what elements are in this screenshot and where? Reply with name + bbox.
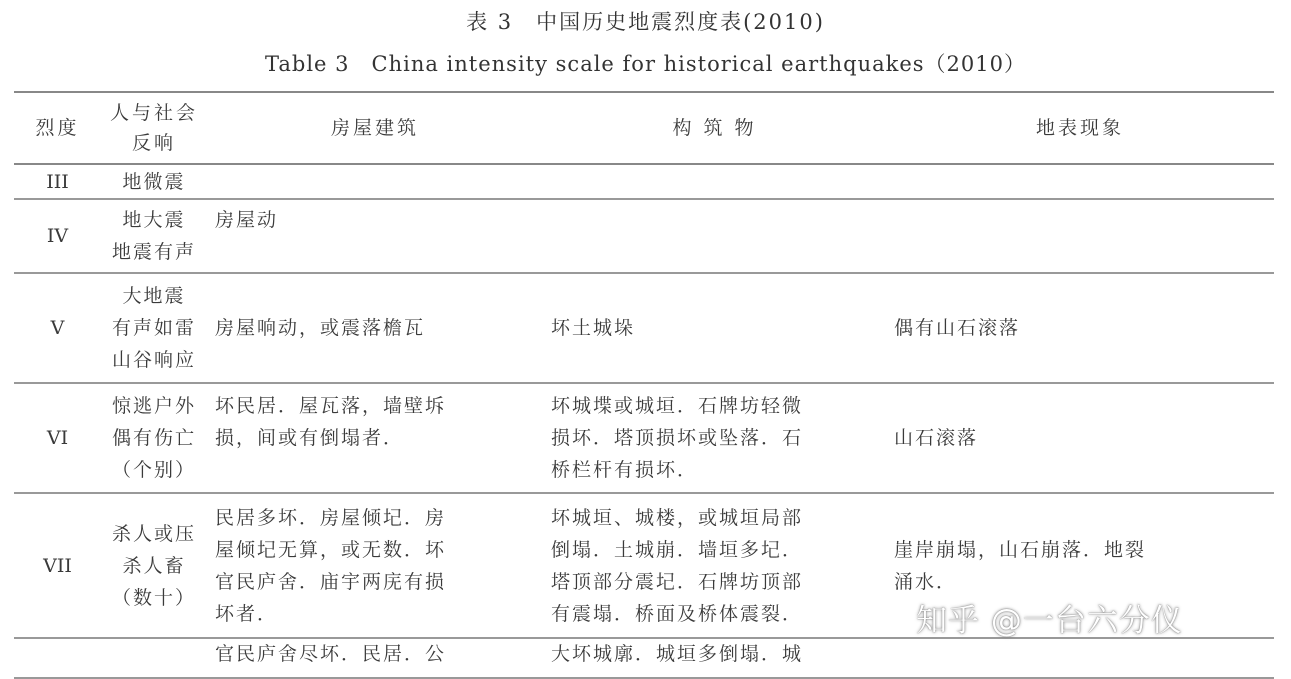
cell-line: 杀人畜 [122, 554, 186, 577]
surface-cell [886, 383, 1274, 493]
cell-line: 坏者． [215, 602, 279, 625]
cell-line: 坏民居．屋瓦落，墙壁坼 [215, 395, 447, 417]
structure-cell [543, 164, 886, 199]
cell-line: 倒塌．土城崩．墙垣多圮． [551, 538, 804, 561]
intensity-cell: III [14, 164, 101, 199]
cell-line: 民居多坏．房屋倾圮．房 [215, 506, 447, 529]
header-social [101, 92, 207, 164]
cell-line: 官民庐舍．庙宇两庑有损 [215, 570, 447, 593]
header-surface: 地表现象 [886, 92, 1274, 164]
social-cell [101, 273, 207, 383]
table-title-cn: 表 3 中国历史地震烈度表(2010) [466, 10, 825, 34]
building-cell [207, 493, 543, 638]
surface-cell [886, 273, 1274, 383]
structure-cell [543, 273, 886, 383]
surface-cell [886, 199, 1274, 273]
cell-line: 桥栏杆有损坏． [551, 459, 699, 481]
table-row [14, 638, 1274, 678]
cell-line: 涌水． [894, 570, 958, 593]
cell-line: 杀人或压 [111, 522, 196, 545]
table-row [14, 383, 1274, 493]
cell-line: 官民庐舍尽坏．民居．公 [215, 643, 447, 665]
header-building: 房屋建筑 [207, 92, 543, 164]
social-cell [101, 164, 207, 199]
cell-line: 地大震 [122, 209, 186, 231]
cell-line: 大坏城廓．城垣多倒塌．城 [551, 643, 804, 665]
social-cell [101, 638, 207, 678]
cell-line: 人与社会 [109, 102, 198, 124]
structure-cell [543, 493, 886, 638]
cell-line: 山谷响应 [111, 349, 196, 371]
intensity-table [14, 91, 1274, 679]
table-header-row [14, 92, 1274, 164]
cell-line: 偶有山石滚落 [894, 317, 1021, 339]
cell-line: 偶有伤亡 [111, 427, 196, 449]
building-cell [207, 164, 543, 199]
building-cell [207, 199, 543, 273]
table-row [14, 199, 1274, 273]
structure-cell [543, 199, 886, 273]
intensity-cell: IV [14, 199, 101, 273]
cell-line: 大地震 [122, 285, 186, 307]
cell-line: 山石滚落 [894, 427, 979, 449]
cell-line: （数十） [111, 586, 196, 609]
cell-line: 地微震 [122, 170, 186, 193]
cell-line: 坏城垣、城楼，或城垣局部 [551, 506, 804, 529]
structure-cell [543, 638, 886, 678]
surface-cell [886, 638, 1274, 678]
cell-line: 地震有声 [111, 241, 196, 263]
structure-cell [543, 383, 886, 493]
social-cell [101, 383, 207, 493]
cell-line: 房屋响动，或震落檐瓦 [215, 317, 426, 339]
social-cell [101, 493, 207, 638]
cell-line: 坏土城垛 [551, 317, 636, 339]
cell-line: 有震塌．桥面及桥体震裂． [551, 602, 804, 625]
table-title-en: Table 3 China intensity scale for historical earthquakes（2010） [265, 52, 1026, 76]
cell-line: 屋倾圮无算，或无数．坏 [215, 538, 447, 561]
cell-line: 损，间或有倒塌者． [215, 427, 405, 449]
intensity-cell: V [14, 273, 101, 383]
header-structure: 构 筑 物 [543, 92, 886, 164]
social-cell [101, 199, 207, 273]
intensity-cell: VI [14, 383, 101, 493]
table-row [14, 164, 1274, 199]
cell-line: 坏城堞或城垣．石牌坊轻微 [551, 395, 804, 417]
building-cell [207, 383, 543, 493]
cell-line: （个别） [111, 459, 196, 481]
surface-cell [886, 164, 1274, 199]
cell-line: 惊逃户外 [111, 395, 196, 417]
building-cell [207, 273, 543, 383]
cell-line: 反响 [131, 132, 176, 154]
cell-line: 崖岸崩塌，山石崩落．地裂 [894, 538, 1147, 561]
cell-line: 损坏．塔顶损坏或坠落．石 [551, 427, 804, 449]
intensity-cell: VII [14, 493, 101, 638]
zhihu-watermark: 知乎 @一台六分仪 [916, 603, 1183, 639]
building-cell [207, 638, 543, 678]
intensity-cell [14, 638, 101, 678]
cell-line: 塔顶部分震圮．石牌坊顶部 [551, 570, 804, 593]
cell-line: 有声如雷 [111, 317, 196, 339]
cell-line: 房屋动 [215, 209, 279, 231]
header-intensity: 烈度 [14, 92, 101, 164]
table-row [14, 273, 1274, 383]
